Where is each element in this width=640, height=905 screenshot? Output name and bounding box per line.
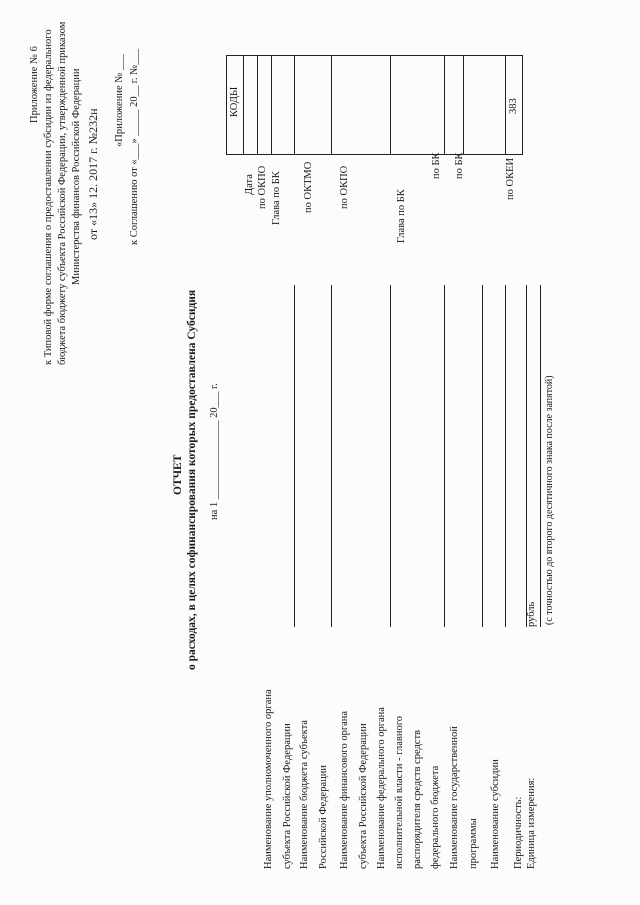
code-label-oktmo: по ОКТМО [303,161,314,213]
code-label-bk: по БК [431,152,442,179]
label-authorized-body: Наименование уполномоченного органа [263,689,274,869]
code-cell-chapter-bk-2 [390,55,445,155]
label-authorized-body-2: субъекта Российской Федерации [282,723,293,869]
label-periodicity: Периодичность: [513,796,524,869]
label-subsidy-name: Наименование субсидии [490,759,501,869]
label-finance-body-2: субъекта Российской Федерации [358,723,369,869]
code-label-chapter-bk: Глава по БК [271,171,282,225]
code-label-okpo-2: по ОКПО [339,165,350,209]
label-budget-name: Наименование бюджета субъекта [299,720,310,869]
label-budget-name-2: Российской Федерации [318,765,329,869]
fill-line-subsidy [505,285,506,627]
annex-number: «Приложение № ___ [114,54,125,147]
label-state-program-2: программы [468,818,479,869]
code-cell-okpo-2 [331,55,391,155]
header-line-3: Министерства финансов Российской Федерации [71,68,82,285]
fill-line-budget [294,285,295,627]
fill-line-federal-body [390,285,391,627]
fill-line-state-program [444,285,445,627]
order-date-line: от «13» 12. 2017 г. №232н [86,108,100,240]
fill-line-unit [540,285,541,627]
header-line-1: к Типовой форме соглашения о предоставлении субсидии из федерального [43,29,54,365]
code-cell-bk [444,55,464,155]
appendix-number: Приложение № 6 [29,46,40,123]
code-label-bk-2: по БК [454,152,465,179]
precision-note: (с точностью до второго десятичного знака после запятой) [544,375,555,625]
code-cell-okpo [257,55,272,155]
code-cell-oktmo [294,55,332,155]
code-label-chapter-bk-2: Глава по БК [396,189,407,243]
code-cell-chapter-bk [271,55,295,155]
fill-line-finance-body [331,285,332,627]
code-label-date: Дата [244,174,255,195]
codes-header-cell [226,55,244,155]
report-period: на 1 _______________ 20___ г. [209,383,220,520]
code-label-okpo: по ОКПО [257,165,268,209]
unit-value: рубль [526,601,537,627]
code-cell-bk-2 [463,55,506,155]
fill-line-periodicity [526,285,527,627]
fill-line-program [482,285,483,627]
report-subtitle: о расходах, в целях софинансирования которых предоставлена Субсидия [186,289,198,670]
label-federal-body-3: распорядителя средств средств [412,729,423,869]
report-title: ОТЧЕТ [172,454,184,495]
label-state-program: Наименование государственной [449,726,460,869]
label-finance-body: Наименование финансового органа [339,710,350,869]
label-federal-body-4: федерального бюджета [430,765,441,869]
code-cell-date [243,55,258,155]
label-federal-body-2: исполнительной власти - главного [394,715,405,869]
codes-header: КОДЫ [229,86,240,117]
okei-code: 383 [508,98,519,114]
label-unit: Единица измерения: [526,777,537,869]
label-federal-body: Наименование федерального органа [376,707,387,869]
code-label-okei: по ОКЕИ [505,157,516,200]
header-line-2: бюджета бюджету субъекта Российской Федерации, утвержденной приказом [57,21,68,365]
agreement-reference: к Соглашению от «___» _____ 20__ г. №___ [129,49,140,245]
code-cell-okei [505,55,523,155]
